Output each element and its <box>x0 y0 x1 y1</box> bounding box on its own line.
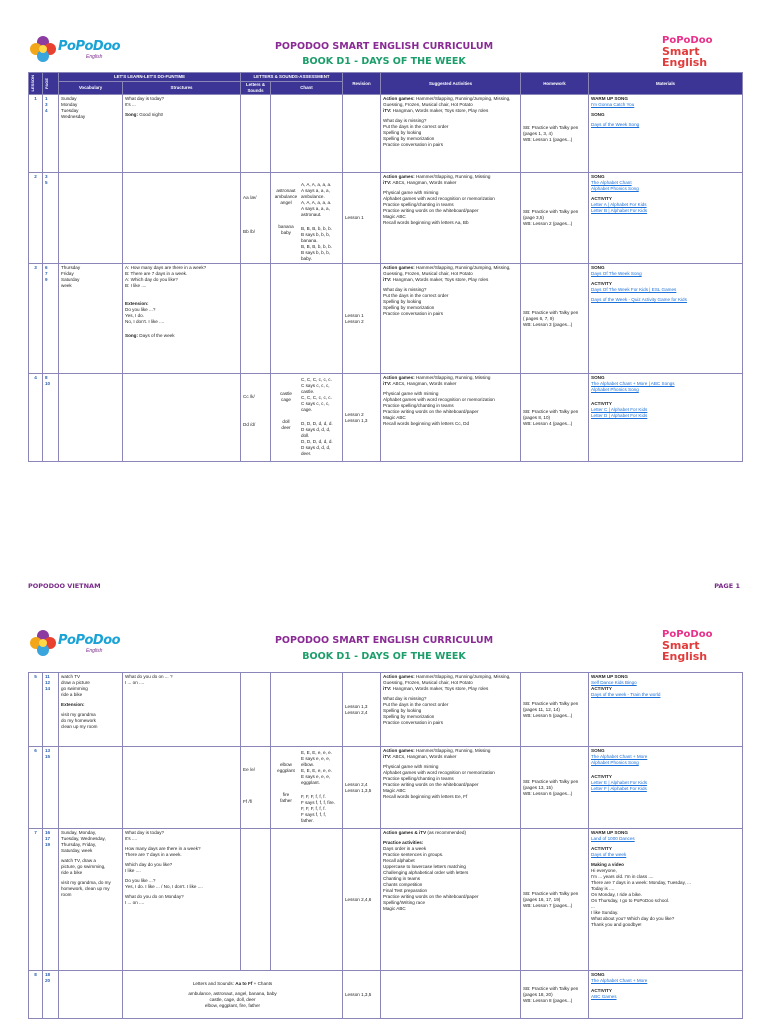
footer-page-number: PAGE 1 <box>714 582 740 590</box>
activities-cell: Action games: Hammer/Slapping, Running, Missing iTV: ABCs, Hangman, Words maker Physical game with miming Alphabet games with word recognition or memorization Practice spelling/chanting in teams Practice writing words on the whiteboard/paper Magic ABC Recall words beginning with letters Aa, Bb <box>381 173 521 264</box>
activities-cell <box>381 971 521 1019</box>
col-page: PAGE <box>43 73 59 95</box>
material-link[interactable]: Days of the week <box>591 852 627 857</box>
table-row <box>29 747 743 829</box>
lesson-pages: 8 10 <box>43 374 59 462</box>
table-row <box>29 95 743 173</box>
vocabulary-cell: Thursday Friday Saturday week <box>59 264 123 374</box>
homework-cell: SB: Practice with Talky pen ( pages 6, 7, 9) WB: Lesson 3 (pages...) <box>521 264 589 374</box>
lesson-number: 3 <box>29 264 43 374</box>
lesson-pages: 1 3 4 <box>43 95 59 173</box>
table-row <box>29 173 743 264</box>
chant-cell: castle cage doll deer C, C, C, c, c, c. C says c, c, c, castle. C, C, C, c, c, c. C says c, c, c, cage. D, D, D, d, d, d. D says d, d, d, doll. D, D, D, d, d, d. D says d, d, d, deer. <box>271 374 343 462</box>
table-row <box>29 264 743 374</box>
col-structures: Structures <box>123 82 241 95</box>
homework-cell: SB: Practice with Talky pen (pages 13, 15) WB: Lesson 6 (pages...) <box>521 747 589 829</box>
material-link[interactable]: Land of 1000 Dances <box>591 836 635 841</box>
material-link[interactable]: The Alphabet Chant + More | ABC Songs <box>591 381 675 386</box>
curriculum-table <box>28 72 743 462</box>
vocabulary-cell: Sunday Monday Tuesday Wednesday <box>59 95 123 173</box>
header-row-1 <box>29 73 743 82</box>
logo-brand: PoPoDoo <box>58 633 121 648</box>
activities-cell: Action games: Hammer/Slapping, Running/Jumping, Missing, Guessing, Frozen, Musical chair, Hot Potato iTV: Hangman, Words maker, Toys store, Play roles What day is missing? Put the days in the correct order Spelling by looking Spelling by memorization Practice conversation in pairs <box>381 673 521 747</box>
structures-cell <box>123 374 241 462</box>
revision-cell: Lesson 2,4,6 <box>343 829 381 971</box>
chant-cell: astronaut ambulance angel banana baby A, A, A, a, a, a. A says a, a, a, ambulance. A, A, A, a, a, a. A says a, a, a, astronaut. B, B, B, b, b, b. B says b, b, b, banana. B, B, B, b, b, b. B says b, b, b, baby. <box>271 173 343 264</box>
structures-cell: What day is today? It's ... Song: Good night! <box>123 95 241 173</box>
lesson-number: 1 <box>29 95 43 173</box>
homework-cell: SB: Practice with Talky pen (pages 8, 10) WB: Lesson 4 (pages...) <box>521 374 589 462</box>
lesson-number: 7 <box>29 829 43 971</box>
footer-company: POPODOO VIETNAM <box>28 582 101 590</box>
homework-cell: SB: Practice with Talky pen (pages 1, 3, 4) WB: Lesson 1 (pages...) <box>521 95 589 173</box>
vocabulary-cell <box>59 747 123 829</box>
letters-cell <box>241 264 271 374</box>
lesson-pages: 18 20 <box>43 971 59 1019</box>
vocabulary-cell <box>59 173 123 264</box>
lesson-number: 8 <box>29 971 43 1019</box>
homework-cell: SB: Practice with Talky pen (page 3,5) WB: Lesson 2 (pages...) <box>521 173 589 264</box>
col-homework: Homework <box>521 73 589 95</box>
revision-cell: Lesson 1 <box>343 173 381 264</box>
material-link[interactable]: Letter B | Alphabet For Kids <box>591 208 648 213</box>
material-link[interactable]: Days Of The Week For Kids | ESL Games <box>591 287 677 292</box>
material-link[interactable]: Days of the Week - Quiz Activity Game for Kids <box>591 297 687 302</box>
logo-brand-sub: English <box>86 54 103 60</box>
revision-cell: Lesson 1 Lesson 2 <box>343 264 381 374</box>
revision-cell: Lesson 2 Lesson 1,3 <box>343 374 381 462</box>
lesson-pages: 6 7 9 <box>43 264 59 374</box>
lesson-number: 2 <box>29 173 43 264</box>
col-letters-sounds: Letters & Sounds <box>241 82 271 95</box>
materials-cell: SONG The Alphabet Chant Alphabet Phonics Song ACTIVITY Letter A | Alphabet For Kids Letter B | Alphabet For Kids <box>589 173 743 264</box>
lesson-pages: 13 15 <box>43 747 59 829</box>
page-title: POPODOO SMART ENGLISH CURRICULUM <box>274 635 494 646</box>
chant-cell <box>271 264 343 374</box>
structures-cell <box>123 173 241 264</box>
page-2 <box>0 612 768 1024</box>
material-link[interactable]: ABC Games <box>591 994 617 999</box>
material-link[interactable]: The Alphabet Chant + More <box>591 754 648 759</box>
col-materials: Materials <box>589 73 743 95</box>
structures-cell: What day is today? It's .... How many days are there in a week? There are 7 days in a week. Which day do you like? I like .... Do you like ...? Yes, I do. I like ... / No, I don't. I like .... What do you do on Monday? I ... on .... <box>123 829 241 971</box>
revision-cell: Lesson 2,4 Lesson 1,3,5 <box>343 747 381 829</box>
materials-cell: SONG Days Of The Week Song ACTIVITY Days Of The Week For Kids | ESL Games Days of the Week - Quiz Activity Game for Kids <box>589 264 743 374</box>
col-chant: Chant <box>271 82 343 95</box>
logo-brand: PoPoDoo <box>58 39 121 54</box>
col-group-letters: LETTERS & SOUNDS-ASSESSMENT <box>241 73 343 82</box>
activities-cell: Action games & iTV (as recommended) Practice activities: Days order in a week Practice sentences in groups. Recall alphabet Uppercase to lowercase letters matching Challenging alphabetical order with letters Chanting in teams Chants competition Final Test preparation Practice writing words on the whiteboard/paper Spelling/Writing race Magic ABC <box>381 829 521 971</box>
letters-cell <box>241 829 271 971</box>
logo-right-line1: PoPoDoo <box>662 629 713 640</box>
page-subtitle: BOOK D1 - DAYS OF THE WEEK <box>302 651 466 662</box>
materials-cell: SONG The Alphabet Chant + More Alphabet Phonics Song ACTIVITY Letter E | Alphabet For Kids Letter F | Alphabet For Kids <box>589 747 743 829</box>
vocabulary-cell: Sunday, Monday, Tuesday, Wednesday, Thursday, Friday, Saturday, week watch TV, draw a picture, go swimming, ride a bike visit my grandma, do my homework, clean up my room <box>59 829 123 971</box>
revision-cell: Lesson 1,3,5 <box>343 971 381 1019</box>
activities-cell: Action games: Hammer/Slapping, Running, Missing iTV: ABCs, Hangman, Words maker Physical game with miming Alphabet games with word recognition or memorization Practice spelling/chanting in teams Practice writing words on the whiteboard/paper Magic ABC Recall words beginning with letters Ee, Ff <box>381 747 521 829</box>
col-vocabulary: Vocabulary <box>59 82 123 95</box>
material-link[interactable]: Letter D | Alphabet For Kids <box>591 413 648 418</box>
materials-cell: WARM UP SONG I'm Gonna Catch You SONG Days of the Week Song <box>589 95 743 173</box>
material-link[interactable]: Alphabet Phonics Song <box>591 387 639 392</box>
homework-cell: SB: Practice with Talky pen (pages 16, 17, 19) WB: Lesson 7 (pages...) <box>521 829 589 971</box>
structures-cell <box>123 747 241 829</box>
col-group-learn: LET'S LEARN-LET'S DO-FUNTIME <box>59 73 241 82</box>
vocabulary-cell <box>59 374 123 462</box>
material-link[interactable]: Letter C | Alphabet For Kids <box>591 407 648 412</box>
chant-cell <box>271 95 343 173</box>
col-lesson: LESSON <box>29 73 43 95</box>
homework-cell: SB: Practice with Talky pen (pages 11, 12, 14) WB: Lesson 5 (pages...) <box>521 673 589 747</box>
letters-cell <box>241 95 271 173</box>
chant-cell <box>271 673 343 747</box>
logo-right-line1: PoPoDoo <box>662 35 713 46</box>
material-link[interactable]: Days of the Week Song <box>591 122 640 127</box>
logo-right-line2: Smart English <box>662 639 708 663</box>
activities-cell: Action games: Hammer/Slapping, Running, Missing iTV: ABCs, Hangman, Words maker Physical game with miming Alphabet games with word recognition or memorization Practice spelling/chanting in teams Practice writing words on the whiteboard/paper Magic ABC Recall words beginning with letters Cc, Dd <box>381 374 521 462</box>
letters-cell: Aa /æ/ Bb /b/ <box>241 173 271 264</box>
smart-english-logo <box>662 35 742 69</box>
material-link[interactable]: Letter F | Alphabet For Kids <box>591 786 647 791</box>
material-link[interactable]: I'm Gonna Catch You <box>591 102 635 107</box>
lesson-number: 4 <box>29 374 43 462</box>
lesson-pages: 3 5 <box>43 173 59 264</box>
table-row <box>29 829 743 971</box>
revision-cell <box>343 95 381 173</box>
smart-english-logo <box>662 629 742 663</box>
col-revision: Revision <box>343 73 381 95</box>
activities-cell: Action games: Hammer/Slapping, Running/Jumping, Missing, Guessing, Frozen, Musical chair, Hot Potato iTV: Hangman, Words maker, Toys store, Play roles What day is missing? Put the days in the correct order Spelling by looking Spelling by memorization Practice conversation in pairs <box>381 264 521 374</box>
page-title: POPODOO SMART ENGLISH CURRICULUM <box>274 41 494 52</box>
materials-cell: SONG The Alphabet Chant + More | ABC Songs Alphabet Phonics Song ACTIVITY Letter C | Alphabet For Kids Letter D | Alphabet For Kids <box>589 374 743 462</box>
material-link[interactable]: Alphabet Phonics Song <box>591 186 639 191</box>
vocabulary-cell: watch TV draw a picture go swimming ride a bike Extension: visit my grandma do my homework clean up my room <box>59 673 123 747</box>
logo-brand-sub: English <box>86 648 103 654</box>
structures-cell: What do you do on ... ? I ... on .... <box>123 673 241 747</box>
letters-review-cell: Letters and Sounds: Aa to Ff + Chants ambulance, astronaut, angel, banana, baby castle, cage, doll, deer elbow, eggplant, fire, father <box>123 971 343 1019</box>
page-subtitle: BOOK D1 - DAYS OF THE WEEK <box>302 56 466 67</box>
vocabulary-cell <box>59 971 123 1019</box>
col-activities: Suggested Activities <box>381 73 521 95</box>
letters-cell <box>241 673 271 747</box>
table-row <box>29 673 743 747</box>
material-link[interactable]: The Alphabet Chant + More <box>591 978 648 983</box>
material-link[interactable]: Days Of The Week Song <box>591 271 642 276</box>
revision-cell: Lesson 1,3 Lesson 2,4 <box>343 673 381 747</box>
lesson-pages: 16 17 19 <box>43 829 59 971</box>
lesson-number: 5 <box>29 673 43 747</box>
homework-cell: SB: Practice with Talky pen (pages 18, 20) WB: Lesson 8 (pages...) <box>521 971 589 1019</box>
material-link[interactable]: Letter A | Alphabet For Kids <box>591 202 647 207</box>
logo-right-line2: Smart English <box>662 45 708 69</box>
table-row <box>29 374 743 462</box>
curriculum-table-continued <box>28 672 743 1019</box>
letters-cell: Ee /e/ Ff /f/ <box>241 747 271 829</box>
letters-cell: Cc /k/ Dd /d/ <box>241 374 271 462</box>
material-link[interactable]: Self Dance Kids Bingo <box>591 680 637 685</box>
material-link[interactable]: Days of the week - Train the world <box>591 692 661 697</box>
lesson-pages: 11 12 14 <box>43 673 59 747</box>
table-row <box>29 971 743 1019</box>
materials-cell: WARM UP SONG Self Dance Kids Bingo ACTIVITY Days of the week - Train the world <box>589 673 743 747</box>
materials-cell: WARM UP SONG Land of 1000 Dances ACTIVITY Days of the week Making a video Hi everyone, I'm ... years old. I'm in class .... There are 7 days in a week: Monday, Tuesday, ... Today is .... On Monday, I ride a bike. On Thursday, I go to PoPoDoo school. ... I like Sunday. What about you? Which day do you like? Thank you and goodbye! <box>589 829 743 971</box>
chant-cell: elbow eggplant fire father E, E, E, e, e, e. E says e, e, e, elbow. E, E, E, e, e, e. E says e, e, e, eggplant. F, F, F, f, f, f. F says f, f, f, fire. F, F, F, f, f, f. F says f, f, f, father. <box>271 747 343 829</box>
lesson-number: 6 <box>29 747 43 829</box>
structures-cell: A: How many days are there in a week? B: There are 7 days in a week. A: Which day do you like? B: I like .... Extension: Do you like ...? Yes, I do. No, I don't. I like .... Song: Days of the week <box>123 264 241 374</box>
activities-cell: Action games: Hammer/Slapping, Running/Jumping, Missing, Guessing, Frozen, Musical chair, Hot Potato iTV: Hangman, Words maker, Toys store, Play roles What day is missing? Put the days in the correct order Spelling by looking Spelling by memorization Practice conversation in pairs <box>381 95 521 173</box>
chant-cell <box>271 829 343 971</box>
material-link[interactable]: Letter E | Alphabet For Kids <box>591 780 648 785</box>
materials-cell: SONG The Alphabet Chant + More ACTIVITY ABC Games <box>589 971 743 1019</box>
material-link[interactable]: The Alphabet Chant <box>591 180 632 185</box>
material-link[interactable]: Alphabet Phonics Song <box>591 760 639 765</box>
